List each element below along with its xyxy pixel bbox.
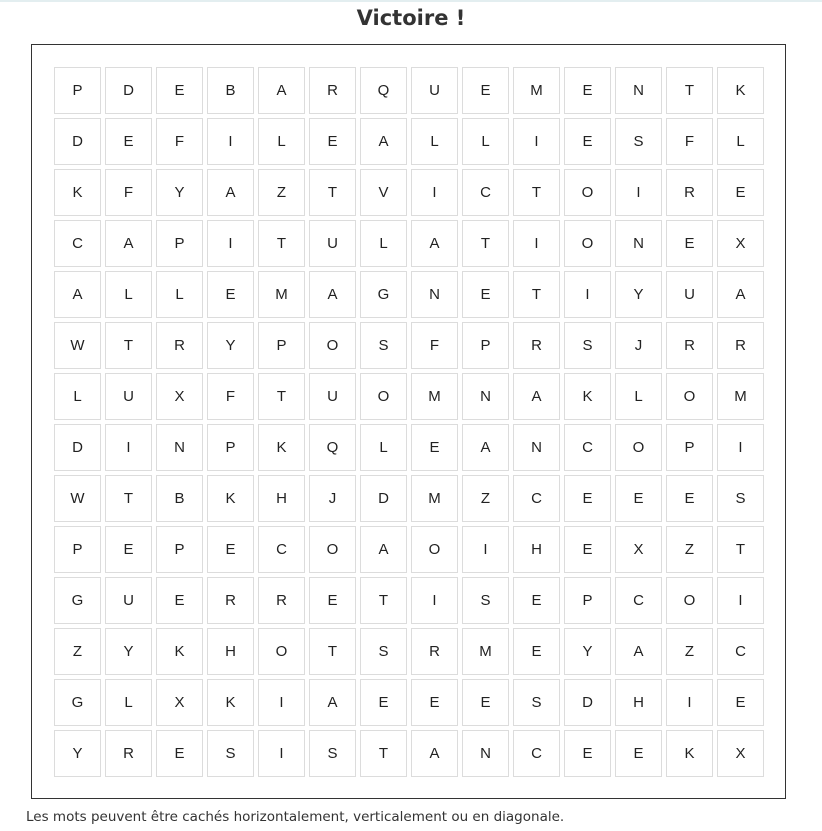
letter-cell[interactable]: T [309,628,356,675]
letter-cell[interactable]: P [54,67,101,114]
letter-cell[interactable]: E [156,730,203,777]
letter-cell[interactable]: L [360,424,407,471]
letter-cell[interactable]: R [666,169,713,216]
letter-cell[interactable]: O [615,424,662,471]
letter-cell[interactable]: E [105,526,152,573]
letter-cell[interactable]: T [258,373,305,420]
letter-cell[interactable]: B [207,67,254,114]
letter-cell[interactable]: E [564,67,611,114]
letter-cell[interactable]: S [360,628,407,675]
letter-cell[interactable]: P [156,220,203,267]
letter-cell[interactable]: D [54,118,101,165]
letter-cell[interactable]: D [360,475,407,522]
letter-cell[interactable]: F [411,322,458,369]
letter-cell[interactable]: H [615,679,662,726]
letter-cell[interactable]: E [564,526,611,573]
letter-cell[interactable]: T [105,322,152,369]
letter-cell[interactable]: Z [258,169,305,216]
letter-cell[interactable]: L [156,271,203,318]
letter-cell[interactable]: J [615,322,662,369]
letter-cell[interactable]: L [105,271,152,318]
letter-cell[interactable]: K [207,679,254,726]
letter-cell[interactable]: R [309,67,356,114]
letter-cell[interactable]: K [564,373,611,420]
letter-cell[interactable]: I [615,169,662,216]
letter-cell[interactable]: H [258,475,305,522]
letter-cell[interactable]: U [411,67,458,114]
letter-grid [54,67,764,777]
letter-cell[interactable]: M [258,271,305,318]
letter-cell[interactable]: L [258,118,305,165]
letter-cell[interactable]: I [258,730,305,777]
letter-cell[interactable]: P [258,322,305,369]
letter-cell[interactable]: L [462,118,509,165]
instructions-text: Les mots peuvent être cachés horizontalement, verticalement ou en diagonale. [26,809,565,825]
letter-cell[interactable]: R [105,730,152,777]
letter-cell[interactable]: R [258,577,305,624]
page-title: Victoire ! [356,6,466,30]
letter-cell[interactable]: I [411,577,458,624]
letter-cell[interactable]: A [360,118,407,165]
letter-cell[interactable]: M [462,628,509,675]
letter-cell[interactable]: N [411,271,458,318]
letter-cell[interactable]: I [462,526,509,573]
letter-cell[interactable]: R [666,322,713,369]
letter-cell[interactable]: A [615,628,662,675]
letter-cell[interactable]: A [513,373,560,420]
letter-cell[interactable]: I [717,424,764,471]
letter-cell[interactable]: N [615,220,662,267]
letter-cell[interactable]: M [411,475,458,522]
letter-cell[interactable]: G [54,577,101,624]
letter-cell[interactable]: K [666,730,713,777]
letter-cell[interactable]: Z [666,628,713,675]
letter-cell[interactable]: E [717,679,764,726]
letter-cell[interactable]: V [360,169,407,216]
letter-cell[interactable]: Y [615,271,662,318]
letter-cell[interactable]: G [54,679,101,726]
letter-cell[interactable]: X [615,526,662,573]
letter-cell[interactable]: S [309,730,356,777]
letter-cell[interactable]: U [105,373,152,420]
letter-cell[interactable]: A [309,679,356,726]
letter-cell[interactable]: E [513,577,560,624]
letter-cell[interactable]: R [717,322,764,369]
letter-cell[interactable]: O [564,169,611,216]
letter-cell[interactable]: H [207,628,254,675]
letter-cell[interactable]: A [207,169,254,216]
letter-cell[interactable]: T [666,67,713,114]
letter-cell[interactable]: I [258,679,305,726]
letter-cell[interactable]: G [360,271,407,318]
letter-cell[interactable]: C [564,424,611,471]
letter-cell[interactable]: S [207,730,254,777]
letter-cell[interactable]: T [462,220,509,267]
letter-cell[interactable]: I [207,118,254,165]
letter-cell[interactable]: T [105,475,152,522]
letter-cell[interactable]: C [615,577,662,624]
letter-cell[interactable]: N [462,373,509,420]
letter-cell[interactable]: P [156,526,203,573]
letter-cell[interactable]: S [462,577,509,624]
letter-cell[interactable]: R [513,322,560,369]
letter-cell[interactable]: P [564,577,611,624]
letter-cell[interactable]: E [207,526,254,573]
letter-cell[interactable]: E [105,118,152,165]
letter-cell[interactable]: P [462,322,509,369]
letter-cell[interactable]: Y [156,169,203,216]
letter-cell[interactable]: D [564,679,611,726]
letter-cell[interactable]: E [564,475,611,522]
letter-cell[interactable]: K [54,169,101,216]
letter-cell[interactable]: Y [105,628,152,675]
letter-cell[interactable]: D [105,67,152,114]
letter-cell[interactable]: S [615,118,662,165]
letter-cell[interactable]: X [717,730,764,777]
letter-cell[interactable]: X [156,373,203,420]
letter-cell[interactable]: N [462,730,509,777]
word-search-board [31,44,786,799]
letter-cell[interactable]: E [666,220,713,267]
letter-cell[interactable]: Q [309,424,356,471]
letter-cell[interactable]: O [666,577,713,624]
letter-cell[interactable]: K [156,628,203,675]
letter-cell[interactable]: F [207,373,254,420]
letter-cell[interactable]: E [564,118,611,165]
letter-cell[interactable]: L [717,118,764,165]
letter-cell[interactable]: L [54,373,101,420]
letter-cell[interactable]: S [717,475,764,522]
letter-cell[interactable]: A [717,271,764,318]
letter-cell[interactable]: A [54,271,101,318]
letter-cell[interactable]: H [513,526,560,573]
letter-cell[interactable]: A [462,424,509,471]
letter-cell[interactable]: I [207,220,254,267]
letter-cell[interactable]: L [615,373,662,420]
letter-cell[interactable]: C [54,220,101,267]
letter-cell[interactable]: O [564,220,611,267]
letter-cell[interactable]: N [513,424,560,471]
letter-cell[interactable]: I [564,271,611,318]
letter-cell[interactable]: M [513,67,560,114]
letter-cell[interactable]: Y [207,322,254,369]
letter-cell[interactable]: F [666,118,713,165]
letter-cell[interactable]: N [615,67,662,114]
letter-cell[interactable]: E [666,475,713,522]
letter-cell[interactable]: L [105,679,152,726]
letter-cell[interactable]: E [360,679,407,726]
letter-cell[interactable]: A [411,220,458,267]
letter-cell[interactable]: O [666,373,713,420]
letter-cell[interactable]: E [309,577,356,624]
letter-cell[interactable]: C [513,475,560,522]
letter-cell[interactable]: U [666,271,713,318]
letter-cell[interactable]: E [513,628,560,675]
letter-cell[interactable]: E [411,679,458,726]
letter-cell[interactable]: S [564,322,611,369]
letter-cell[interactable]: O [309,322,356,369]
letter-cell[interactable]: T [360,730,407,777]
letter-cell[interactable]: T [309,169,356,216]
letter-cell[interactable]: B [156,475,203,522]
letter-cell[interactable]: P [54,526,101,573]
letter-cell[interactable]: R [411,628,458,675]
letter-cell[interactable]: T [258,220,305,267]
letter-cell[interactable]: Z [462,475,509,522]
letter-cell[interactable]: E [615,475,662,522]
top-rule [0,0,822,2]
letter-cell[interactable]: E [717,169,764,216]
letter-cell[interactable]: A [309,271,356,318]
letter-cell[interactable]: E [462,679,509,726]
letter-cell[interactable]: C [513,730,560,777]
letter-cell[interactable]: K [717,67,764,114]
letter-cell[interactable]: N [156,424,203,471]
letter-cell[interactable]: W [54,475,101,522]
letter-cell[interactable]: I [513,220,560,267]
letter-cell[interactable]: U [309,220,356,267]
letter-cell[interactable]: K [258,424,305,471]
letter-cell[interactable]: R [207,577,254,624]
letter-cell[interactable]: C [717,628,764,675]
letter-cell[interactable]: E [462,271,509,318]
letter-cell[interactable]: A [105,220,152,267]
letter-cell[interactable]: P [666,424,713,471]
letter-cell[interactable]: O [411,526,458,573]
letter-cell[interactable]: I [717,577,764,624]
letter-cell[interactable]: E [207,271,254,318]
letter-cell[interactable]: T [360,577,407,624]
letter-cell[interactable]: E [309,118,356,165]
letter-cell[interactable]: I [513,118,560,165]
letter-cell[interactable]: M [717,373,764,420]
letter-cell[interactable]: M [411,373,458,420]
letter-cell[interactable]: E [411,424,458,471]
letter-cell[interactable]: W [54,322,101,369]
letter-cell[interactable]: T [717,526,764,573]
letter-cell[interactable]: Z [54,628,101,675]
letter-cell[interactable]: O [309,526,356,573]
letter-cell[interactable]: C [258,526,305,573]
letter-cell[interactable]: Y [54,730,101,777]
letter-cell[interactable]: X [156,679,203,726]
letter-cell[interactable]: K [207,475,254,522]
letter-cell[interactable]: U [309,373,356,420]
letter-cell[interactable]: Z [666,526,713,573]
letter-cell[interactable]: A [411,730,458,777]
letter-cell[interactable]: E [462,67,509,114]
letter-cell[interactable]: R [156,322,203,369]
letter-cell[interactable]: O [360,373,407,420]
letter-cell[interactable]: F [105,169,152,216]
letter-cell[interactable]: S [360,322,407,369]
letter-cell[interactable]: P [207,424,254,471]
letter-cell[interactable]: A [258,67,305,114]
letter-cell[interactable]: I [105,424,152,471]
letter-cell[interactable]: J [309,475,356,522]
letter-cell[interactable]: L [411,118,458,165]
letter-cell[interactable]: X [717,220,764,267]
letter-cell[interactable]: E [156,67,203,114]
letter-cell[interactable]: E [564,730,611,777]
letter-cell[interactable]: O [258,628,305,675]
letter-cell[interactable]: A [360,526,407,573]
letter-cell[interactable]: F [156,118,203,165]
letter-cell[interactable]: E [156,577,203,624]
letter-cell[interactable]: T [513,271,560,318]
letter-cell[interactable]: D [54,424,101,471]
letter-cell[interactable]: I [411,169,458,216]
letter-cell[interactable]: E [615,730,662,777]
letter-cell[interactable]: Q [360,67,407,114]
letter-cell[interactable]: Y [564,628,611,675]
letter-cell[interactable]: C [462,169,509,216]
letter-cell[interactable]: T [513,169,560,216]
letter-cell[interactable]: U [105,577,152,624]
letter-cell[interactable]: L [360,220,407,267]
letter-cell[interactable]: I [666,679,713,726]
letter-cell[interactable]: S [513,679,560,726]
